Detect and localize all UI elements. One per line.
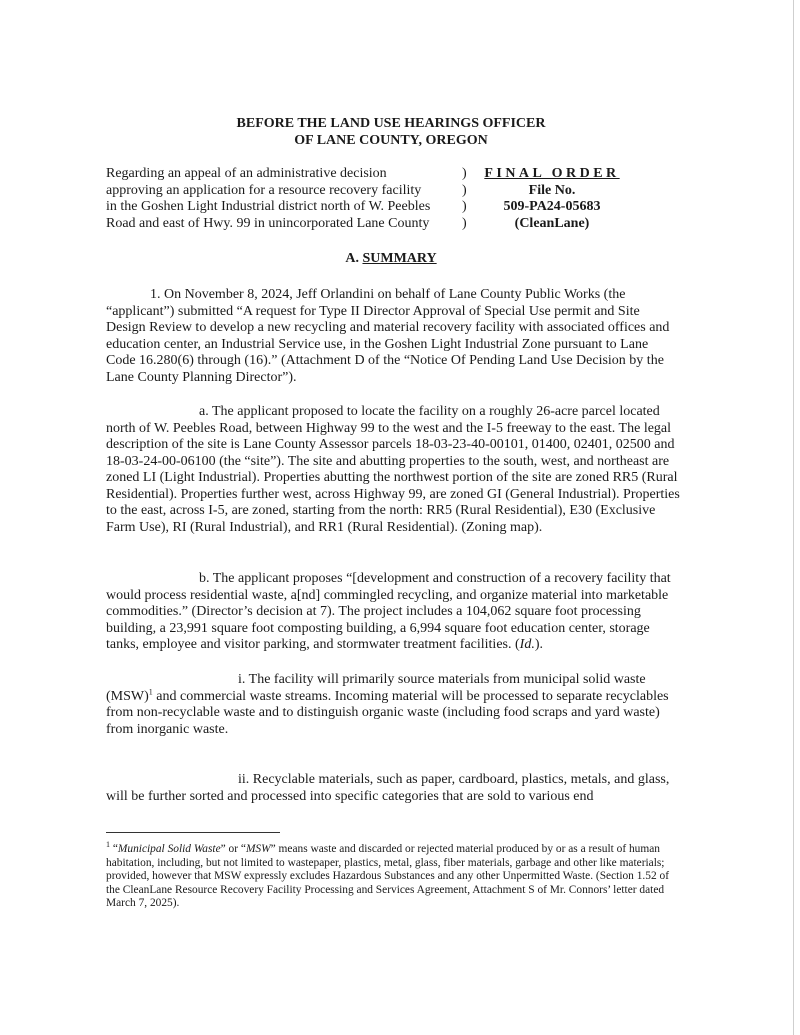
paragraph-i-end: and commercial waste streams. Incoming material will be processed to separate recyclables from non-recyclable waste and to distinguish organic waste (including food scraps and yard waste) from inorganic waste. xyxy=(106,688,669,737)
footnote-term-2: MSW xyxy=(245,843,271,855)
caption-file-block xyxy=(476,166,628,232)
paragraph-i-text: i. The facility will primarily source materials from municipal solid waste (MSW) xyxy=(106,672,646,704)
citation-id: Id. xyxy=(519,637,535,652)
caption-paren: ) xyxy=(462,199,467,214)
footnote-or: ” or “ xyxy=(220,843,246,855)
caption-paren: ) xyxy=(462,215,467,231)
footnote-term-1: Municipal Solid Waste xyxy=(117,843,221,855)
paragraph-1: 1. On November 8, 2024, Jeff Orlandini on behalf of Lane County Public Works (the “applicant”) submitted “A request for Type II Director Approval of Special Use permit and Site Design Review to develop a new recycling and material recovery facility with associated offices and education center, an Industrial Service use, in the Goshen Light Industrial Zone pursuant to Lane Code 16.280(6) through (16).” (Attachment D of the “Notice Of Pending Land Use Decision by the Lane County Planning Director”). xyxy=(106,287,670,385)
final-order-title: FINAL ORDER xyxy=(484,166,620,181)
footnote-body: ” means waste and discarded or rejected material produced by or as a result of human habitation, including, but not limited to wastepaper, plastics, metal, glass, fiber materials, garbage and other like materials; provided, however that MSW expressly excludes Hazardous Substances and any other Unpermitted Waste. (Section 1.52 of the CleanLane Resource Recovery Facility Processing and Services Agreement, Attachment S of Mr. Connors’ letter dated March 7, 2025). xyxy=(106,843,669,910)
page-edge-line xyxy=(793,0,794,1035)
caption-line: in the Goshen Light Industrial district north of W. Peebles xyxy=(106,199,431,214)
caption-paren: ) xyxy=(462,166,467,181)
heading-line-1: BEFORE THE LAND USE HEARINGS OFFICER xyxy=(236,116,546,131)
footnote-ref: 1 xyxy=(148,686,153,696)
paragraph-a: a. The applicant proposed to locate the facility on a roughly 26-acre parcel located north of W. Peebles Road, between Highway 99 to the west and the I-5 freeway to the east. The legal description of the site is Lane County Assessor parcels 18-03-23-40-00101, 01400, 02401, 02500 and 18-03-24-00-06100 (the “site”). The site and abutting properties to the south, west, and northeast are zoned LI (Light Industrial). Properties abutting the northwest portion of the site are zoned RR5 (Rural Residential). Properties further west, across Highway 99, are zoned GI (General Industrial). Properties to the east, across I-5, are zoned, starting from the north: RR5 (Rural Residential), E30 (Exclusive Farm Use), RI (Rural Industrial), and RR1 (Rural Residential). (Zoning map). xyxy=(106,404,680,535)
footnote-quote-open: “ xyxy=(110,843,118,855)
file-label: File No. xyxy=(528,182,576,198)
paragraph-i xyxy=(106,672,680,738)
footnote-1 xyxy=(106,840,680,911)
paragraph-b xyxy=(106,571,680,654)
heading-line-2: OF LANE COUNTY, OREGON xyxy=(294,133,488,148)
caption-line: Regarding an appeal of an administrative decision xyxy=(106,166,387,181)
caption-parens xyxy=(462,166,476,232)
paragraph-b-text: b. The applicant proposes “[development and construction of a recovery facility that would process residential waste, a[nd] commingled recycling, and organize material into marketable commodities.” (Director’s decision at 7). The project includes a 104,062 square foot processing building, a 23,991 square foot composting building, a 6,994 square foot education center, storage tanks, employee and visitor parking, and stormwater treatment facilities. ( xyxy=(106,571,671,652)
section-title: SUMMARY xyxy=(362,251,437,266)
file-name: (CleanLane) xyxy=(514,215,590,231)
section-heading xyxy=(106,251,676,267)
footnote-divider xyxy=(106,832,280,833)
file-number: 509-PA24-05683 xyxy=(503,199,601,214)
caption-line: approving an application for a resource recovery facility xyxy=(106,182,422,198)
paragraph-ii: ii. Recyclable materials, such as paper, cardboard, plastics, metals, and glass, will be further sorted and processed into specific categories that are sold to various end xyxy=(106,772,670,804)
section-letter: A. xyxy=(345,251,359,266)
footnote-marker: 1 xyxy=(106,840,110,850)
caption-paren: ) xyxy=(462,182,467,198)
caption-line: Road and east of Hwy. 99 in unincorporated Lane County xyxy=(106,215,430,231)
paragraph-b-end: ). xyxy=(534,637,543,652)
caption-description xyxy=(106,166,456,232)
document-heading xyxy=(106,115,676,149)
